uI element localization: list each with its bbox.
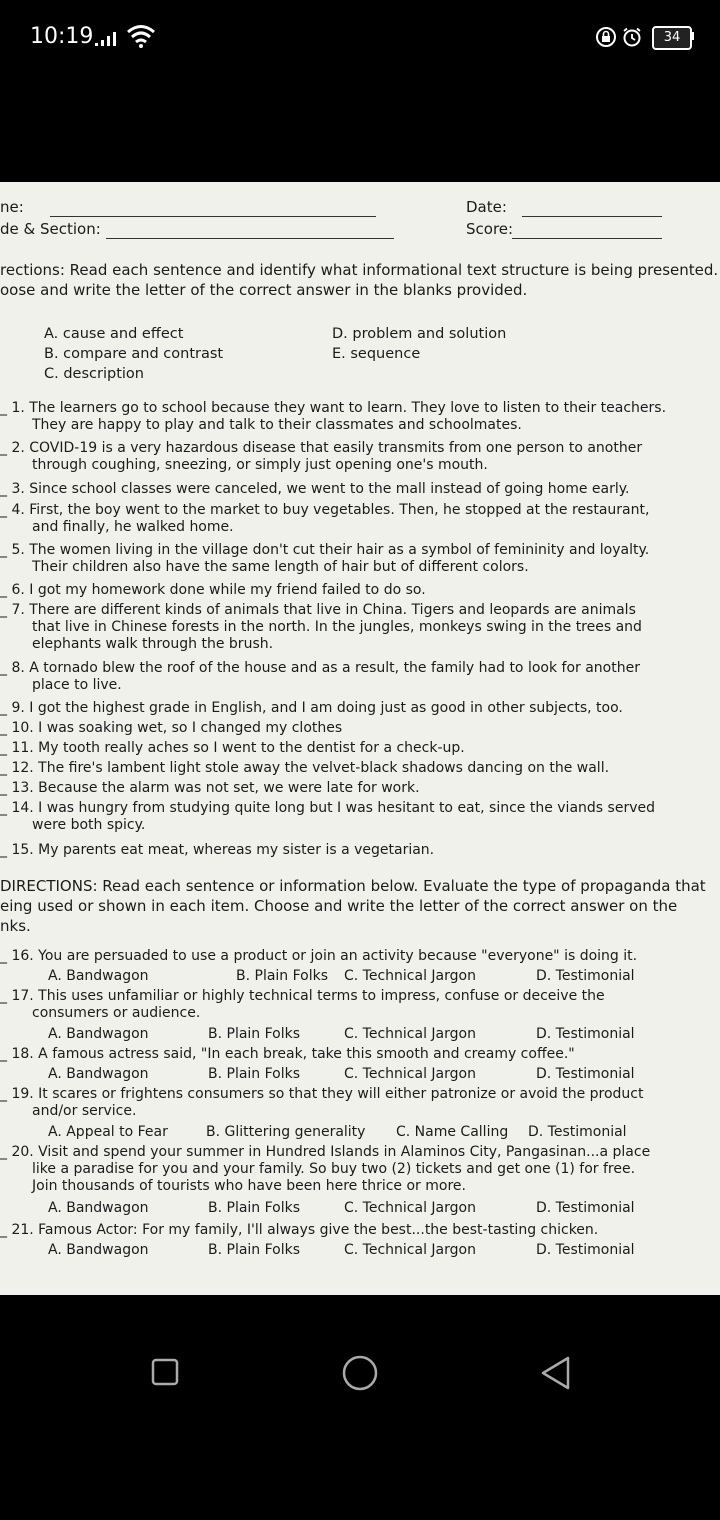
question-continuation: Join thousands of tourists who have been here thrice or more. <box>32 1178 466 1194</box>
question-continuation: like a paradise for you and your family. So buy two (2) tickets and get one (1) for free. <box>32 1161 636 1177</box>
question-item <box>0 740 720 757</box>
choice-e: E. sequence <box>332 346 421 362</box>
battery-icon: 34 <box>652 26 692 50</box>
question-item <box>0 440 720 474</box>
question-item <box>0 1086 720 1120</box>
option-a: A. Bandwagon <box>48 1200 149 1216</box>
question-text: _ 18. A famous actress said, "In each break, take this smooth and creamy coffee." <box>0 1046 575 1062</box>
question-continuation: that live in Chinese forests in the north. In the jungles, monkeys swing in the trees and <box>32 619 642 635</box>
question-item <box>0 481 720 498</box>
wifi-icon <box>126 24 156 48</box>
option-b: B. Plain Folks <box>208 1066 301 1082</box>
question-text: _ 6. I got my homework done while my friend failed to do so. <box>0 582 426 598</box>
option-a: A. Bandwagon <box>48 1066 149 1082</box>
question-continuation: Their children also have the same length of hair but of different colors. <box>32 559 529 575</box>
name-blank <box>50 216 376 217</box>
question-continuation: were both spicy. <box>32 817 146 833</box>
question-text: _ 20. Visit and spend your summer in Hundred Islands in Alaminos City, Pangasinan...a place <box>0 1144 651 1160</box>
battery-nub <box>691 32 694 40</box>
option-d: D. Testimonial <box>536 1242 635 1258</box>
question-item <box>0 760 720 777</box>
option-a: A. Bandwagon <box>48 968 149 984</box>
directions-part1 <box>0 260 720 300</box>
question-item <box>0 1222 720 1239</box>
question-text: _ 12. The fire's lambent light stole away the velvet-black shadows dancing on the wall. <box>0 760 610 776</box>
alarm-icon <box>622 27 642 47</box>
question-item <box>0 800 720 834</box>
question-item <box>0 988 720 1022</box>
option-d: D. Testimonial <box>536 968 635 984</box>
directions-line: oose and write the letter of the correct answer in the blanks provided. <box>0 281 528 299</box>
question-text: _ 8. A tornado blew the roof of the house and as a result, the family had to look for another <box>0 660 640 676</box>
choice-c: C. description <box>44 366 144 382</box>
status-bar <box>0 0 720 80</box>
question-item <box>0 1046 720 1063</box>
signal-icon <box>95 30 123 46</box>
question-item <box>0 842 720 859</box>
choice-b: B. compare and contrast <box>44 346 224 362</box>
grade-section-blank <box>106 238 394 239</box>
name-label: ne: <box>0 198 24 216</box>
question-text: _ 21. Famous Actor: For my family, I'll always give the best...the best-tasting chicken. <box>0 1222 599 1238</box>
choice-a: A. cause and effect <box>44 326 184 342</box>
question-text: _ 10. I was soaking wet, so I changed my clothes <box>0 720 343 736</box>
option-a: A. Appeal to Fear <box>48 1124 168 1140</box>
question-item <box>0 720 720 737</box>
question-text: _ 9. I got the highest grade in English, and I am doing just as good in other subjects, too. <box>0 700 623 716</box>
question-text: _ 17. This uses unfamiliar or highly technical terms to impress, confuse or deceive the <box>0 988 605 1004</box>
date-blank <box>522 216 662 217</box>
question-item <box>0 660 720 694</box>
directions-line: rections: Read each sentence and identify what informational text structure is being presented. <box>0 261 719 279</box>
option-b: B. Plain Folks <box>208 1242 301 1258</box>
directions-line: nks. <box>0 917 31 935</box>
status-time: 10:19 <box>30 24 94 49</box>
directions-line: DIRECTIONS: Read each sentence or information below. Evaluate the type of propaganda that <box>0 877 706 895</box>
option-c: C. Technical Jargon <box>344 1066 476 1082</box>
question-text: _ 7. There are different kinds of animals that live in China. Tigers and leopards are animals <box>0 602 636 618</box>
option-b: B. Plain Folks <box>208 1026 301 1042</box>
question-item <box>0 700 720 717</box>
question-continuation: and finally, he walked home. <box>32 519 234 535</box>
date-label: Date: <box>466 198 507 216</box>
question-item <box>0 948 720 965</box>
question-item <box>0 602 720 653</box>
question-item <box>0 400 720 434</box>
back-button[interactable] <box>538 1355 572 1391</box>
option-d: D. Testimonial <box>528 1124 627 1140</box>
option-b: B. Plain Folks <box>208 1200 301 1216</box>
question-text: _ 13. Because the alarm was not set, we were late for work. <box>0 780 420 796</box>
question-item <box>0 780 720 797</box>
question-text: _ 1. The learners go to school because they want to learn. They love to listen to their teachers. <box>0 400 667 416</box>
question-item <box>0 502 720 536</box>
grade-section-label: de & Section: <box>0 220 101 238</box>
option-c: C. Technical Jargon <box>344 968 476 984</box>
option-a: A. Bandwagon <box>48 1026 149 1042</box>
option-c: C. Technical Jargon <box>344 1242 476 1258</box>
question-text: _ 3. Since school classes were canceled, we went to the mall instead of going home early. <box>0 481 630 497</box>
option-d: D. Testimonial <box>536 1026 635 1042</box>
option-c: C. Name Calling <box>396 1124 509 1140</box>
home-button[interactable] <box>340 1353 380 1393</box>
question-item <box>0 582 720 599</box>
question-continuation: consumers or audience. <box>32 1005 201 1021</box>
question-continuation: elephants walk through the brush. <box>32 636 274 652</box>
question-continuation: They are happy to play and talk to their classmates and schoolmates. <box>32 417 522 433</box>
question-continuation: through coughing, sneezing, or simply just opening one's mouth. <box>32 457 488 473</box>
option-d: D. Testimonial <box>536 1200 635 1216</box>
question-item <box>0 542 720 576</box>
option-b: B. Glittering generality <box>206 1124 366 1140</box>
question-text: _ 16. You are persuaded to use a product or join an activity because "everyone" is doing it. <box>0 948 638 964</box>
question-text: _ 11. My tooth really aches so I went to the dentist for a check-up. <box>0 740 465 756</box>
question-text: _ 4. First, the boy went to the market to buy vegetables. Then, he stopped at the restaurant, <box>0 502 650 518</box>
question-text: _ 2. COVID-19 is a very hazardous disease that easily transmits from one person to another <box>0 440 643 456</box>
question-text: _ 5. The women living in the village don't cut their hair as a symbol of femininity and loyalty. <box>0 542 650 558</box>
question-continuation: place to live. <box>32 677 122 693</box>
question-item <box>0 1144 720 1195</box>
choice-d: D. problem and solution <box>332 326 507 342</box>
directions-part2 <box>0 876 720 936</box>
option-c: C. Technical Jargon <box>344 1200 476 1216</box>
option-b: B. Plain Folks <box>236 968 329 984</box>
option-d: D. Testimonial <box>536 1066 635 1082</box>
question-text: _ 14. I was hungry from studying quite long but I was hesitant to eat, since the viands served <box>0 800 655 816</box>
navigation-bar <box>0 1295 720 1520</box>
question-continuation: and/or service. <box>32 1103 137 1119</box>
question-text: _ 15. My parents eat meat, whereas my sister is a vegetarian. <box>0 842 435 858</box>
directions-line: eing used or shown in each item. Choose and write the letter of the correct answer on the <box>0 897 678 915</box>
option-c: C. Technical Jargon <box>344 1026 476 1042</box>
option-a: A. Bandwagon <box>48 1242 149 1258</box>
score-label: Score: <box>466 220 514 238</box>
lock-icon <box>596 27 616 47</box>
worksheet-photo <box>0 182 720 1295</box>
question-text: _ 19. It scares or frightens consumers so that they will either patronize or avoid the product <box>0 1086 644 1102</box>
recents-button[interactable] <box>150 1357 180 1387</box>
score-blank <box>512 238 662 239</box>
